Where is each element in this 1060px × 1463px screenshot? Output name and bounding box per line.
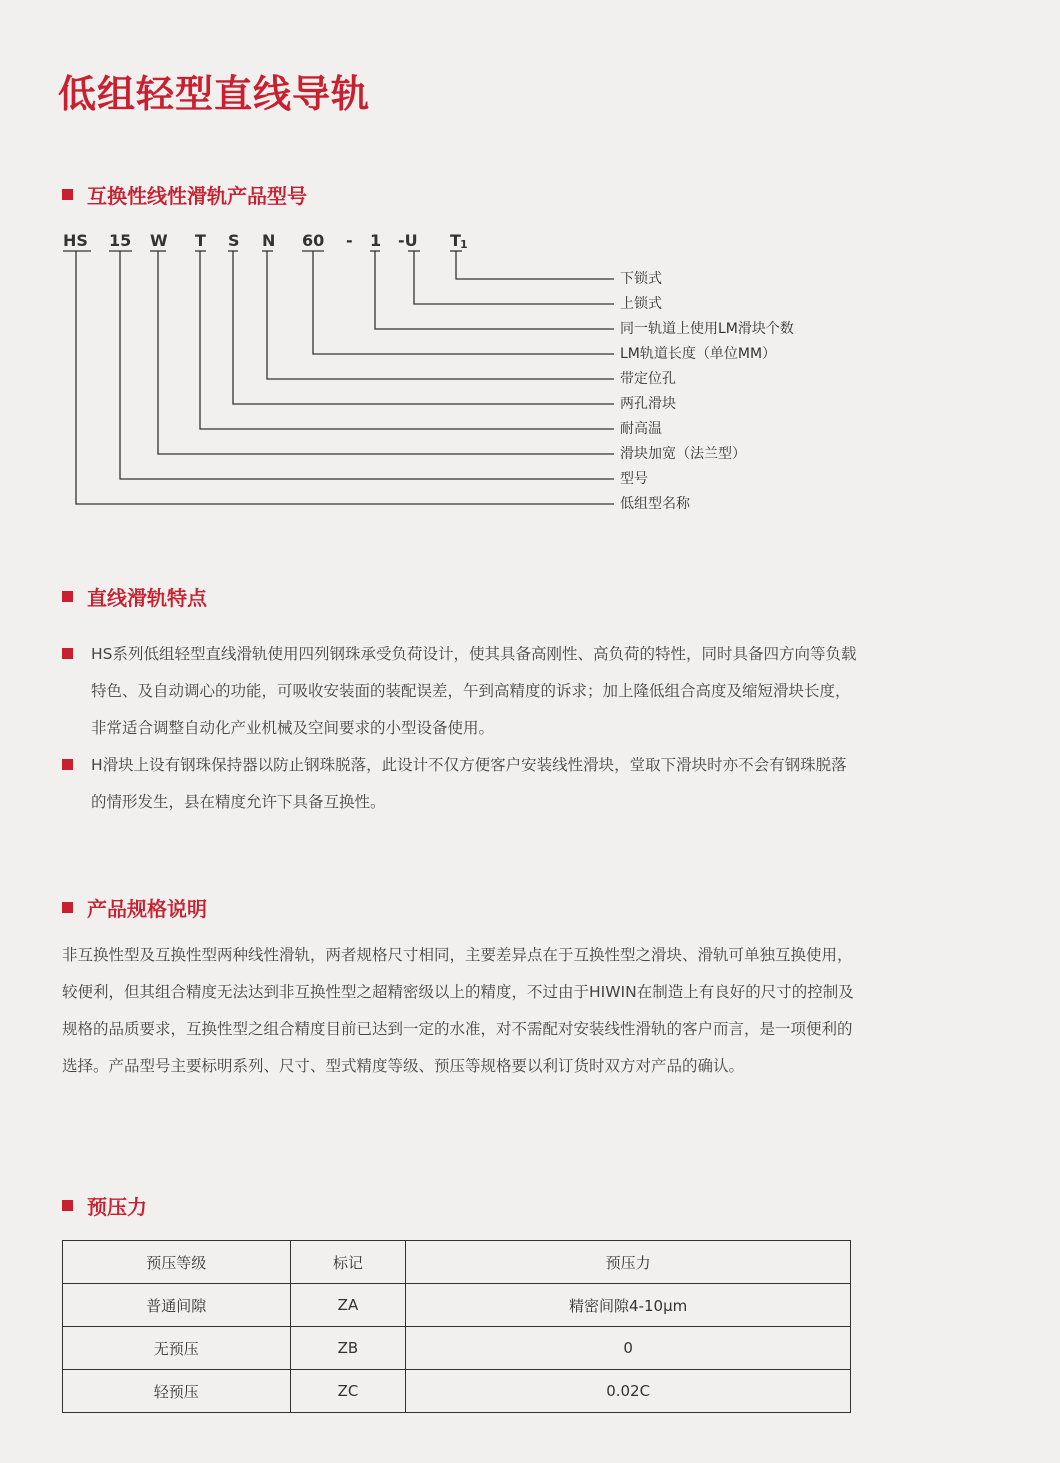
label-lower-lock: 下锁式 (620, 271, 662, 287)
square-bullet-icon (62, 759, 73, 770)
label-rail-length: LM轨道长度（单位MM） (620, 346, 777, 362)
spec-paragraph: 非互换性型及互换性型两种线性滑轨，两者规格尺寸相同，主要差异点在于互换性型之滑块、滑轨可单独互换使用，较便利，但其组合精度无法达到非互换性型之超精密级以上的精度，不过由于HIWIN在制造上有良好的尺寸的控制及规格的品质要求，互换性型之组合精度目前已达到一定的水准，对不需配对安装线性滑轨的客户而言，是一项便利的选择。产品型号主要标明系列、尺寸、型式精度等级、预压等规格要以利订货时双方对产品的确认。 (62, 946, 854, 1075)
label-heat-resistant: 耐高温 (620, 421, 662, 437)
header-preload-force: 预压力 (406, 1241, 851, 1284)
feature-item (62, 636, 862, 747)
section-heading-spec (62, 893, 207, 922)
section-heading-features (62, 582, 207, 611)
cell-force: 精密间隙4-10μm (406, 1284, 851, 1327)
label-two-hole-block: 两孔滑块 (620, 396, 676, 412)
code-u: -U (398, 231, 418, 250)
section-title: 预压力 (87, 1195, 147, 1219)
cell-grade: 普通间隙 (63, 1284, 291, 1327)
cell-grade: 轻预压 (63, 1370, 291, 1413)
cell-mark: ZA (290, 1284, 406, 1327)
header-mark: 标记 (290, 1241, 406, 1284)
table-row (63, 1327, 851, 1370)
cell-mark: ZB (290, 1327, 406, 1370)
feature-text: HS系列低组轻型直线滑轨使用四列钢珠承受负荷设计，使其具备高刚性、高负荷的特性，同时具备四方向等负载特色、及自动调心的功能，可吸收安装面的装配误差，午到高精度的诉求；加上隆低组合高度及缩短滑块长度，非常适合调整自动化产业机械及空间要求的小型设备使用。 (91, 645, 857, 737)
cell-grade: 无预压 (63, 1327, 291, 1370)
code-s: S (228, 231, 240, 250)
code-t1: T (450, 231, 461, 250)
code-1: 1 (370, 231, 382, 250)
cell-mark: ZC (290, 1370, 406, 1413)
table-header-row (63, 1241, 851, 1284)
label-series-name: 低组型名称 (620, 496, 690, 512)
code-w: W (150, 231, 168, 250)
feature-item (62, 747, 862, 821)
section-title: 互换性线性滑轨产品型号 (87, 184, 307, 208)
square-bullet-icon (62, 1200, 73, 1211)
square-bullet-icon (62, 902, 73, 913)
label-upper-lock: 上锁式 (620, 296, 662, 312)
page-title: 低组轻型直线导轨 (58, 72, 371, 116)
cell-force: 0 (406, 1327, 851, 1370)
code-15: 15 (109, 231, 132, 250)
code-hs: HS (63, 231, 88, 250)
code-n: N (262, 231, 276, 250)
code-60: 60 (302, 231, 325, 250)
feature-text: H滑块上设有钢珠保持器以防止钢珠脱落，此设计不仅方便客户安装线性滑块，堂取下滑块时亦不会有钢珠脱落的情形发生，县在精度允许下具备互换性。 (91, 756, 847, 811)
section-title: 产品规格说明 (87, 897, 207, 921)
label-locating-hole: 带定位孔 (620, 371, 676, 387)
square-bullet-icon (62, 648, 73, 659)
square-bullet-icon (62, 591, 73, 602)
label-model-size: 型号 (620, 471, 648, 487)
code-t: T (195, 231, 206, 250)
preload-table (62, 1240, 851, 1413)
code-t1-subscript: 1 (460, 238, 468, 251)
table-row (63, 1370, 851, 1413)
header-preload-grade: 预压等级 (63, 1241, 291, 1284)
cell-force: 0.02C (406, 1370, 851, 1413)
section-heading-preload (62, 1191, 147, 1220)
section-title: 直线滑轨特点 (87, 586, 207, 610)
table-row (63, 1284, 851, 1327)
code-dash: - (346, 231, 353, 250)
label-flange-type: 滑块加宽（法兰型） (620, 446, 746, 462)
label-block-count: 同一轨道上使用LM滑块个数 (620, 321, 794, 337)
